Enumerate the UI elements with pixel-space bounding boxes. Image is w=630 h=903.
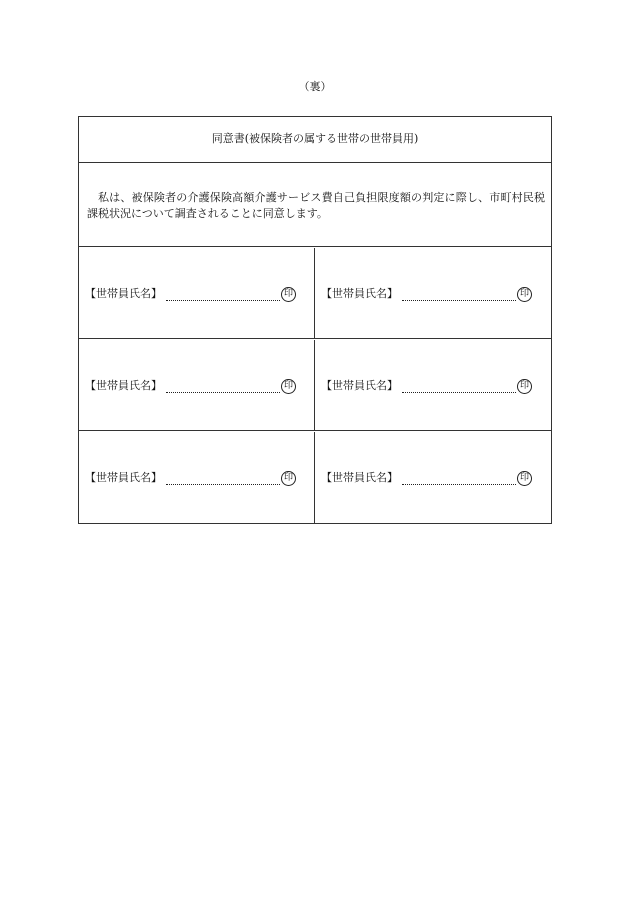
signature-grid	[79, 248, 551, 523]
page-side-label: （裏）	[298, 80, 332, 93]
household-member-name-field[interactable]	[166, 392, 280, 393]
seal-icon: 印	[517, 379, 532, 394]
household-member-name-label: 【世帯員氏名】	[85, 379, 162, 392]
signature-cell	[315, 248, 551, 339]
signature-cell	[79, 432, 315, 523]
consent-form	[78, 116, 552, 524]
seal-icon: 印	[281, 287, 296, 302]
seal-icon: 印	[517, 287, 532, 302]
signature-cell	[79, 248, 315, 339]
household-member-name-field[interactable]	[402, 484, 516, 485]
household-member-name-label: 【世帯員氏名】	[85, 471, 162, 484]
seal-icon: 印	[281, 379, 296, 394]
household-member-name-label: 【世帯員氏名】	[321, 379, 398, 392]
household-member-name-label: 【世帯員氏名】	[85, 287, 162, 300]
household-member-name-field[interactable]	[402, 392, 516, 393]
signature-cell	[79, 340, 315, 431]
signature-cell	[315, 340, 551, 431]
household-member-name-label: 【世帯員氏名】	[321, 471, 398, 484]
household-member-name-field[interactable]	[166, 484, 280, 485]
household-member-name-label: 【世帯員氏名】	[321, 287, 398, 300]
seal-icon: 印	[281, 471, 296, 486]
consent-statement: 私は、被保険者の介護保険高額介護サービス費自己負担限度額の判定に際し、市町村民税課税状況について調査されることに同意します。	[79, 163, 551, 247]
seal-icon: 印	[517, 471, 532, 486]
household-member-name-field[interactable]	[402, 300, 516, 301]
household-member-name-field[interactable]	[166, 300, 280, 301]
signature-cell	[315, 432, 551, 523]
form-title: 同意書(被保険者の属する世帯の世帯員用)	[79, 117, 551, 163]
